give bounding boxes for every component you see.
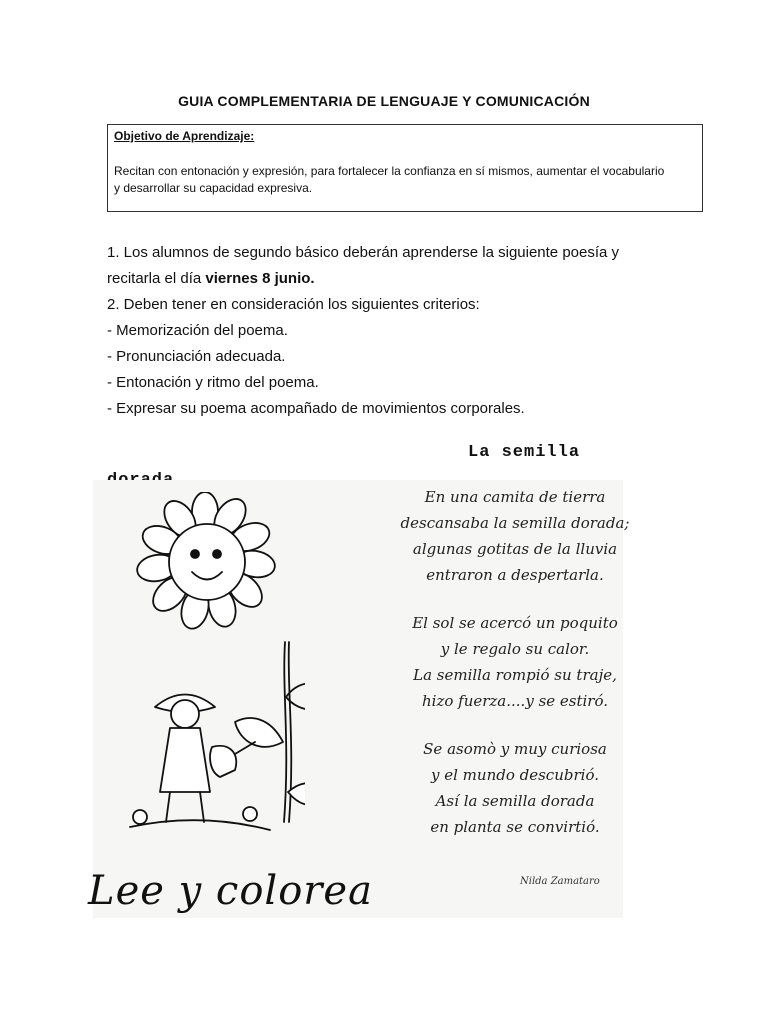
poem-line: y le regalo su calor.: [440, 640, 590, 658]
instruction-1-line1: 1. Los alumnos de segundo básico deberán aprenderse la siguiente poesía y: [107, 244, 620, 261]
recital-date: viernes 8 junio.: [205, 270, 315, 287]
poem-line: La semilla rompió su traje,: [413, 666, 617, 684]
instruction-2: 2. Deben tener en consideración los siguientes criterios:: [107, 296, 480, 313]
objective-heading: Objetivo de Aprendizaje:: [114, 129, 255, 143]
poem-line: El sol se acercó un poquito: [412, 614, 618, 632]
criterion-item: - Entonación y ritmo del poema.: [107, 374, 319, 391]
poem-line: Se asomò y muy curiosa: [423, 740, 607, 758]
poem-line: En una camita de tierra: [424, 488, 606, 506]
objective-text-line1: Recitan con entonación y expresión, para fortalecer la confianza en sí mismos, aumentar el vocabulario: [114, 164, 665, 178]
poem-text: [390, 484, 640, 840]
instructions: [107, 240, 707, 422]
poem-line: en planta se convirtió.: [430, 818, 600, 836]
criterion-item: - Pronunciación adecuada.: [107, 348, 286, 365]
criterion-item: - Memorización del poema.: [107, 322, 288, 339]
criterion-item: - Expresar su poema acompañado de movimientos corporales.: [107, 400, 525, 417]
poem-title-part1: La semilla: [468, 443, 581, 462]
poem-line: algunas gotitas de la lluvia: [412, 540, 618, 558]
instruction-1-line2: [107, 266, 707, 292]
poem-line: entraron a despertarla.: [426, 566, 604, 584]
poem-line: hizo fuerza....y se estiró.: [421, 692, 609, 710]
poem-author: Nilda Zamataro: [520, 876, 600, 887]
poem-line: descansaba la semilla dorada;: [400, 514, 630, 532]
instruction-1-line2-text: recitarla el día: [107, 270, 206, 287]
read-and-color-caption: Lee y colorea: [88, 868, 373, 914]
sunflower-girl-illustration: [100, 492, 305, 842]
poem-line: y el mundo descubrió.: [431, 766, 599, 784]
objective-box: [107, 124, 703, 212]
poem-line: Así la semilla dorada: [435, 792, 595, 810]
page-title: GUIA COMPLEMENTARIA DE LENGUAJE Y COMUNICACIÓN: [178, 93, 590, 109]
objective-text-line2: y desarrollar su capacidad expresiva.: [114, 181, 313, 195]
